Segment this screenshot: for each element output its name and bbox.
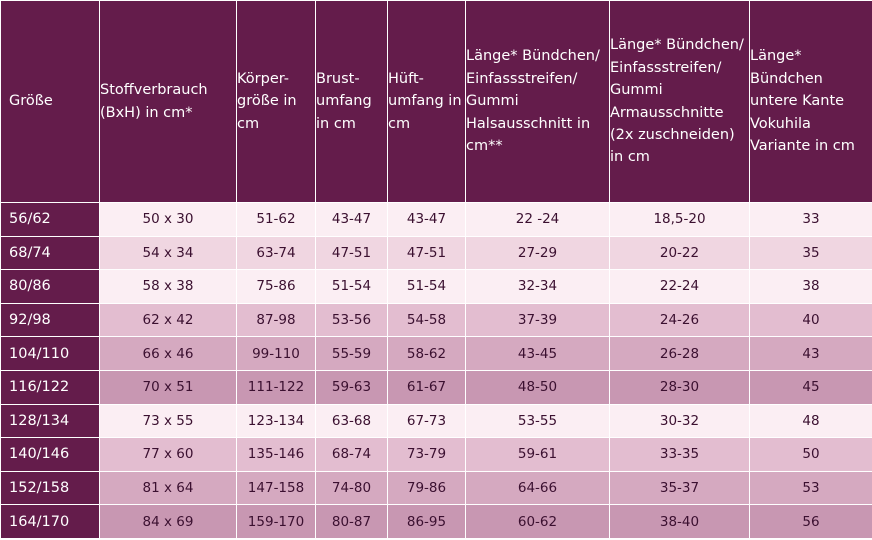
table-row <box>1 404 872 438</box>
cell-chest: 47-51 <box>316 236 388 270</box>
cell-fabric-usage: 84 x 69 <box>100 505 237 539</box>
table-row <box>1 438 872 472</box>
row-size-label: 152/158 <box>1 471 100 505</box>
table-row <box>1 236 872 270</box>
cell-hem-band: 38 <box>750 270 872 304</box>
table-row <box>1 203 872 237</box>
cell-armhole-band: 33-35 <box>610 438 750 472</box>
cell-chest: 59-63 <box>316 370 388 404</box>
cell-hem-band: 53 <box>750 471 872 505</box>
column-header-fabric-usage: Stoffverbrauch (BxH) in cm* <box>100 1 237 203</box>
cell-armhole-band: 28-30 <box>610 370 750 404</box>
cell-neckline-band: 60-62 <box>466 505 610 539</box>
table-row <box>1 370 872 404</box>
cell-hem-band: 45 <box>750 370 872 404</box>
cell-hip: 54-58 <box>388 303 466 337</box>
cell-neckline-band: 27-29 <box>466 236 610 270</box>
cell-body-height: 123-134 <box>237 404 316 438</box>
cell-body-height: 63-74 <box>237 236 316 270</box>
cell-chest: 68-74 <box>316 438 388 472</box>
cell-fabric-usage: 54 x 34 <box>100 236 237 270</box>
row-size-label: 92/98 <box>1 303 100 337</box>
header-row <box>1 1 872 203</box>
row-size-label: 128/134 <box>1 404 100 438</box>
cell-armhole-band: 26-28 <box>610 337 750 371</box>
cell-hem-band: 35 <box>750 236 872 270</box>
cell-armhole-band: 35-37 <box>610 471 750 505</box>
cell-body-height: 87-98 <box>237 303 316 337</box>
cell-chest: 43-47 <box>316 203 388 237</box>
row-size-label: 140/146 <box>1 438 100 472</box>
cell-body-height: 111-122 <box>237 370 316 404</box>
cell-chest: 74-80 <box>316 471 388 505</box>
cell-chest: 63-68 <box>316 404 388 438</box>
cell-fabric-usage: 50 x 30 <box>100 203 237 237</box>
row-size-label: 68/74 <box>1 236 100 270</box>
cell-body-height: 135-146 <box>237 438 316 472</box>
cell-fabric-usage: 81 x 64 <box>100 471 237 505</box>
row-size-label: 164/170 <box>1 505 100 539</box>
cell-neckline-band: 48-50 <box>466 370 610 404</box>
cell-fabric-usage: 62 x 42 <box>100 303 237 337</box>
cell-hip: 43-47 <box>388 203 466 237</box>
cell-neckline-band: 37-39 <box>466 303 610 337</box>
cell-hip: 51-54 <box>388 270 466 304</box>
cell-armhole-band: 22-24 <box>610 270 750 304</box>
cell-chest: 51-54 <box>316 270 388 304</box>
cell-body-height: 147-158 <box>237 471 316 505</box>
cell-hip: 86-95 <box>388 505 466 539</box>
cell-hem-band: 43 <box>750 337 872 371</box>
cell-hem-band: 56 <box>750 505 872 539</box>
cell-hem-band: 33 <box>750 203 872 237</box>
cell-neckline-band: 53-55 <box>466 404 610 438</box>
cell-fabric-usage: 77 x 60 <box>100 438 237 472</box>
table-body <box>1 203 872 539</box>
cell-hip: 73-79 <box>388 438 466 472</box>
column-header-armhole-band: Länge* Bündchen/ Einfassstreifen/ Gummi Armausschnitte (2x zuschneiden) in cm <box>610 1 750 203</box>
cell-body-height: 99-110 <box>237 337 316 371</box>
cell-armhole-band: 20-22 <box>610 236 750 270</box>
cell-chest: 80-87 <box>316 505 388 539</box>
cell-hip: 58-62 <box>388 337 466 371</box>
row-size-label: 56/62 <box>1 203 100 237</box>
cell-hem-band: 40 <box>750 303 872 337</box>
table-row <box>1 303 872 337</box>
cell-hip: 61-67 <box>388 370 466 404</box>
cell-hip: 67-73 <box>388 404 466 438</box>
table-header <box>1 1 872 203</box>
cell-neckline-band: 64-66 <box>466 471 610 505</box>
cell-hem-band: 50 <box>750 438 872 472</box>
cell-neckline-band: 43-45 <box>466 337 610 371</box>
cell-body-height: 159-170 <box>237 505 316 539</box>
cell-neckline-band: 59-61 <box>466 438 610 472</box>
table-row <box>1 505 872 539</box>
row-size-label: 104/110 <box>1 337 100 371</box>
table-row <box>1 270 872 304</box>
row-size-label: 80/86 <box>1 270 100 304</box>
cell-fabric-usage: 66 x 46 <box>100 337 237 371</box>
cell-body-height: 75-86 <box>237 270 316 304</box>
cell-fabric-usage: 70 x 51 <box>100 370 237 404</box>
cell-armhole-band: 18,5-20 <box>610 203 750 237</box>
column-header-neckline-band: Länge* Bündchen/ Einfassstreifen/ Gummi Halsausschnitt in cm** <box>466 1 610 203</box>
cell-fabric-usage: 73 x 55 <box>100 404 237 438</box>
row-size-label: 116/122 <box>1 370 100 404</box>
column-header-body-height: Körper-größe in cm <box>237 1 316 203</box>
cell-neckline-band: 22 -24 <box>466 203 610 237</box>
cell-armhole-band: 30-32 <box>610 404 750 438</box>
cell-body-height: 51-62 <box>237 203 316 237</box>
cell-chest: 55-59 <box>316 337 388 371</box>
cell-armhole-band: 38-40 <box>610 505 750 539</box>
column-header-size: Größe <box>1 1 100 203</box>
column-header-hip: Hüft-umfang in cm <box>388 1 466 203</box>
column-header-chest: Brust-umfang in cm <box>316 1 388 203</box>
cell-neckline-band: 32-34 <box>466 270 610 304</box>
table-row <box>1 471 872 505</box>
cell-armhole-band: 24-26 <box>610 303 750 337</box>
cell-hem-band: 48 <box>750 404 872 438</box>
table-row <box>1 337 872 371</box>
column-header-hem-band: Länge* Bündchen untere Kante Vokuhila Variante in cm <box>750 1 872 203</box>
cell-hip: 47-51 <box>388 236 466 270</box>
cell-hip: 79-86 <box>388 471 466 505</box>
cell-chest: 53-56 <box>316 303 388 337</box>
cell-fabric-usage: 58 x 38 <box>100 270 237 304</box>
